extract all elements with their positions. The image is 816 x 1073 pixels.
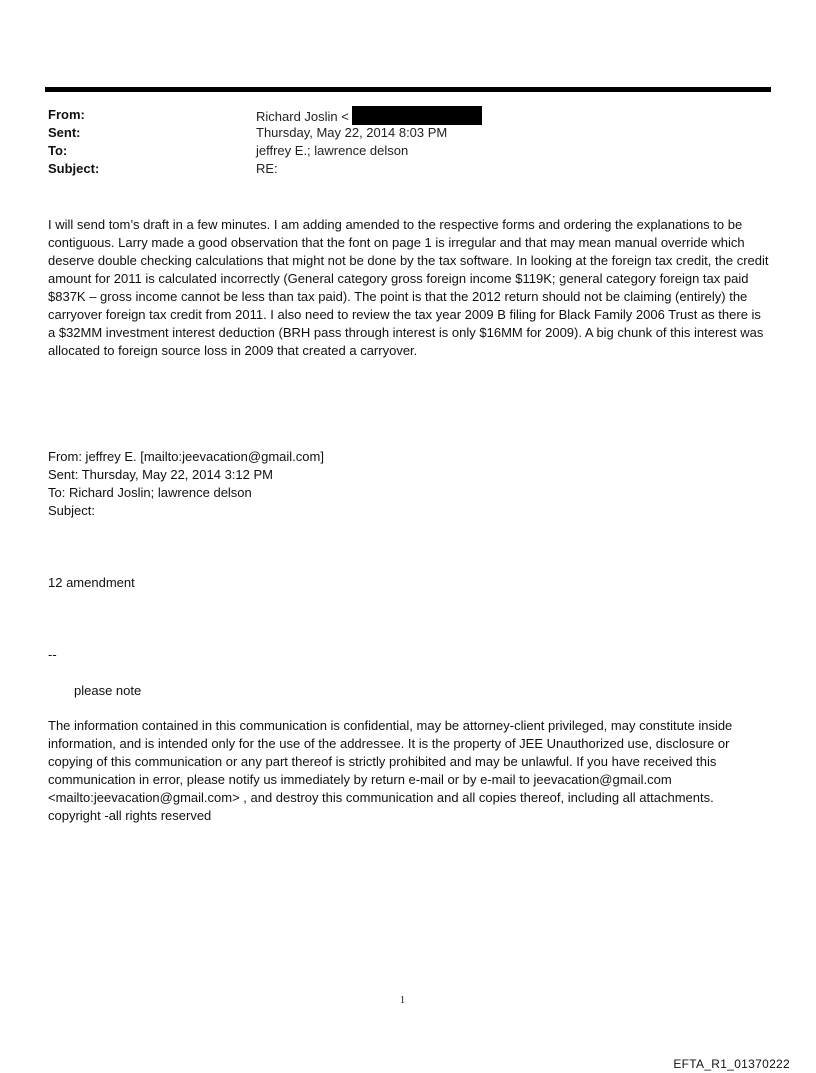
forwarded-header — [48, 448, 768, 520]
subject-label: Subject: — [48, 161, 100, 176]
confidentiality-disclaimer: The information contained in this communication is confidential, may be attorney-client privileged, may constitute inside information, and is intended only for the use of the addressee. It is the property of JEE Unauthorized use, disclosure or copying of this communication or any part thereof is strictly prohibited and may be unlawful. If you have received this communication in error, please notify us immediately by return e-mail or by e-mail to jeevacation@gmail.com <mailto:jeevacation@gmail.com> , and destroy this communication and all copies thereof, including all attachments. copyright -all rights reserved — [48, 718, 733, 823]
subject-value: RE: — [256, 161, 278, 176]
header-rule — [45, 87, 771, 92]
email-body: I will send tom’s draft in a few minutes. I am adding amended to the respective forms and ordering the explanations to be contiguous. Larry made a good observation that the font on page 1 is irregular and that may mean manual override which deserve double checking calculations that might not be done by the tax software. In looking at the foreign tax credit, the credit amount for 2011 is calculated incorrectly (General category gross foreign income $119K; general category foreign tax paid $837K – gross income cannot be less than tax paid). The point is that the 2012 return should not be claiming (entirely) the carryover foreign tax credit from 2011. I also need to review the tax year 2009 B filing for Black Family 2006 Trust as there is a $32MM investment interest deduction (BRH pass through interest is only $16MM for 2009). A big chunk of this interest was allocated to foreign source loss in 2009 that created a carryover. — [48, 217, 769, 358]
please-note: please note — [74, 683, 142, 698]
page-number: 1 — [400, 995, 405, 1006]
sent-value: Thursday, May 22, 2014 8:03 PM — [256, 125, 448, 140]
amendment-text: 12 amendment — [48, 575, 135, 590]
email-header — [48, 106, 768, 178]
to-label: To: — [48, 143, 68, 158]
bates-number: EFTA_R1_01370222 — [673, 1057, 790, 1071]
forwarded-to: To: Richard Joslin; lawrence delson — [48, 485, 252, 500]
forwarded-from: From: jeffrey E. [mailto:jeevacation@gmail.com] — [48, 449, 324, 464]
from-value — [256, 106, 482, 124]
to-row — [48, 142, 768, 160]
forwarded-subject: Subject: — [48, 503, 95, 518]
from-name: Richard Joslin < — [256, 109, 349, 124]
sent-label: Sent: — [48, 125, 81, 140]
sent-row — [48, 124, 768, 142]
to-value: jeffrey E.; lawrence delson — [256, 143, 409, 158]
forwarded-sent: Sent: Thursday, May 22, 2014 3:12 PM — [48, 467, 273, 482]
signature-separator: -- — [48, 647, 57, 662]
redaction-block — [352, 106, 482, 125]
from-label: From: — [48, 107, 85, 122]
subject-row — [48, 160, 768, 178]
from-row — [48, 106, 768, 124]
